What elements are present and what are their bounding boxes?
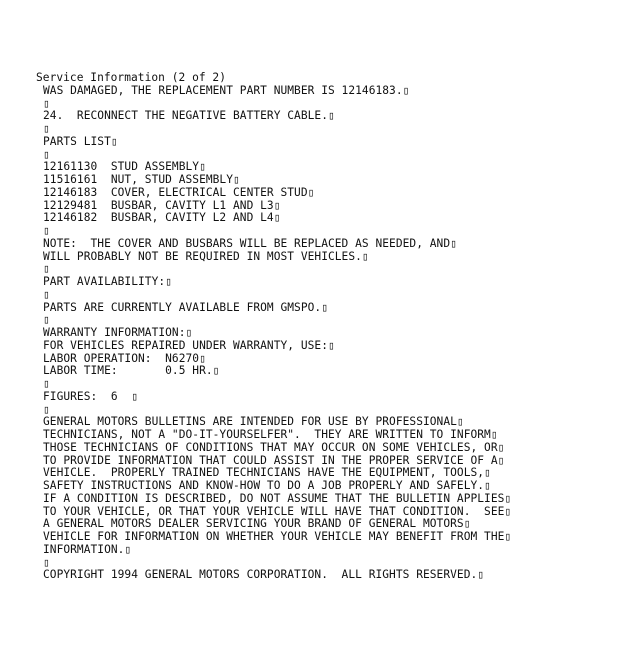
document-line: TO PROVIDE INFORMATION THAT COULD ASSIST IN THE PROPER SERVICE OF A▯ — [43, 453, 505, 467]
document-line: 24. RECONNECT THE NEGATIVE BATTERY CABLE.▯ — [43, 109, 335, 123]
document-line: ▯ — [43, 147, 50, 161]
document-body — [36, 85, 626, 582]
document-line: 12129481 BUSBAR, CAVITY L1 AND L3▯ — [43, 198, 281, 212]
document-line: THOSE TECHNICIANS OF CONDITIONS THAT MAY OCCUR ON SOME VEHICLES, OR▯ — [43, 440, 505, 454]
document-line: SAFETY INSTRUCTIONS AND KNOW-HOW TO DO A JOB PROPERLY AND SAFELY.▯ — [43, 479, 491, 492]
document-line: ▯ — [43, 224, 50, 237]
document-line: WARRANTY INFORMATION:▯ — [43, 326, 193, 339]
document-line: INFORMATION.▯ — [43, 542, 132, 556]
document-line: TO YOUR VEHICLE, OR THAT YOUR VEHICLE WILL HAVE THAT CONDITION. SEE▯ — [43, 504, 512, 518]
document-line: GENERAL MOTORS BULLETINS ARE INTENDED FOR USE BY PROFESSIONAL▯ — [43, 415, 464, 429]
document-line: ▯ — [43, 555, 50, 569]
document-line: FOR VEHICLES REPAIRED UNDER WARRANTY, USE:▯ — [43, 338, 335, 352]
document-line: 11516161 NUT, STUD ASSEMBLY▯ — [43, 173, 240, 186]
document-line: ▯ — [43, 402, 50, 416]
document-line: 12146183 COVER, ELECTRICAL CENTER STUD▯ — [43, 185, 315, 199]
document-line: LABOR TIME: 0.5 HR.▯ — [43, 364, 220, 378]
document-line: A GENERAL MOTORS DEALER SERVICING YOUR BRAND OF GENERAL MOTORS▯ — [43, 517, 471, 531]
document-line: LABOR OPERATION: N6270▯ — [43, 351, 206, 365]
document-line: ▯ — [43, 377, 50, 390]
document-line: ▯ — [43, 262, 50, 276]
document-line: ▯ — [43, 96, 50, 110]
document-line: ▯ — [43, 313, 50, 327]
service-document — [36, 72, 626, 582]
document-line: VEHICLE FOR INFORMATION ON WHETHER YOUR VEHICLE MAY BENEFIT FROM THE▯ — [43, 530, 512, 543]
document-title: Service Information (2 of 2) — [36, 71, 226, 84]
document-line: PARTS LIST▯ — [43, 134, 118, 148]
document-line: ▯ — [43, 122, 50, 135]
document-line: FIGURES: 6 ▯ — [43, 389, 138, 403]
document-line: 12161130 STUD ASSEMBLY▯ — [43, 160, 206, 174]
document-line: WILL PROBABLY NOT BE REQUIRED IN MOST VEHICLES.▯ — [43, 249, 369, 263]
document-line: ▯ — [43, 287, 50, 301]
document-line: IF A CONDITION IS DESCRIBED, DO NOT ASSUME THAT THE BULLETIN APPLIES▯ — [43, 491, 512, 505]
document-line: WAS DAMAGED, THE REPLACEMENT PART NUMBER IS 12146183.▯ — [43, 83, 410, 97]
document-line: PARTS ARE CURRENTLY AVAILABLE FROM GMSPO.▯ — [43, 300, 328, 314]
document-line: VEHICLE. PROPERLY TRAINED TECHNICIANS HAVE THE EQUIPMENT, TOOLS,▯ — [43, 466, 491, 480]
document-line: NOTE: THE COVER AND BUSBARS WILL BE REPLACED AS NEEDED, AND▯ — [43, 236, 457, 250]
document-line: TECHNICIANS, NOT A "DO-IT-YOURSELFER". THEY ARE WRITTEN TO INFORM▯ — [43, 428, 498, 441]
document-line: COPYRIGHT 1994 GENERAL MOTORS CORPORATION. ALL RIGHTS RESERVED.▯ — [43, 568, 485, 582]
document-line: PART AVAILABILITY:▯ — [43, 275, 172, 288]
document-line: 12146182 BUSBAR, CAVITY L2 AND L4▯ — [43, 211, 281, 225]
